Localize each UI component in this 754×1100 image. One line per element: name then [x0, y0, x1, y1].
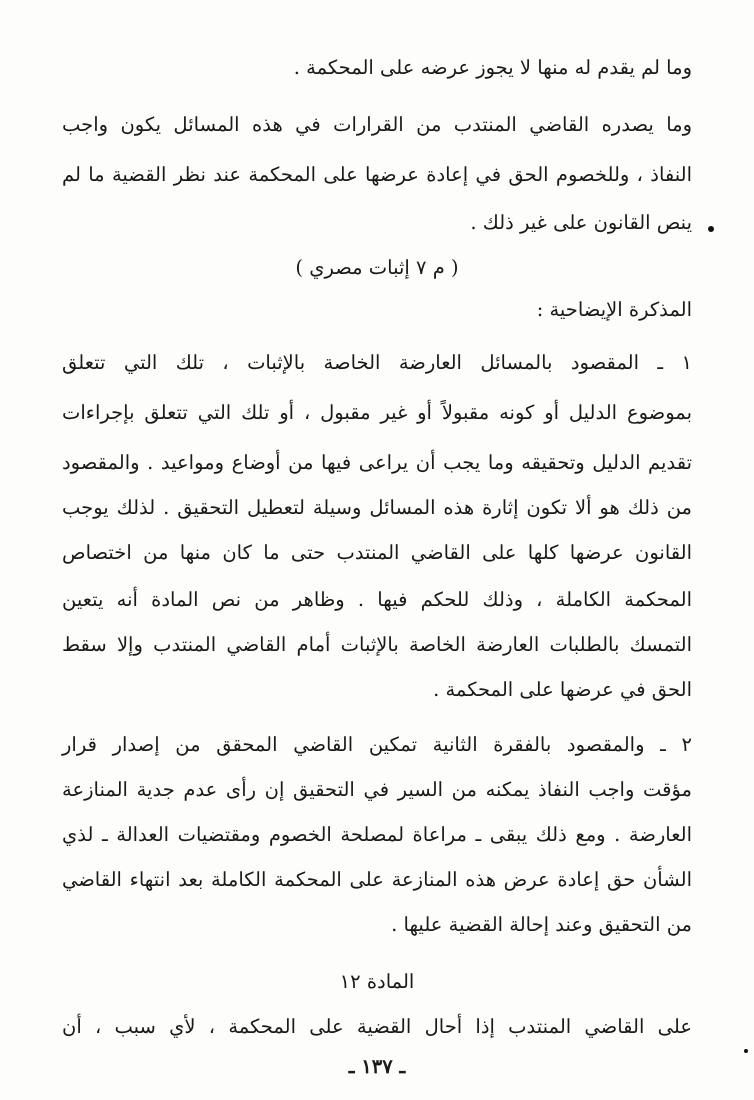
memo-heading: المذكرة الإيضاحية :	[536, 298, 692, 321]
legal-reference: ( م ٧ إثبات مصري )	[295, 256, 459, 279]
point-one-line-2: بموضوع الدليل أو كونه مقبولاً أو غير مقبول ، أو تلك التي تتعلق بإجراءات	[62, 401, 692, 424]
margin-mark	[744, 1049, 748, 1053]
point-one-line-8: الحق في عرضها على المحكمة .	[433, 678, 692, 701]
point-one-line-3: تقديم الدليل وتحقيقه وما يجب أن يراعى فيها من أوضاع ومواعيد . والمقصود	[62, 451, 692, 474]
point-one-line-7: التمسك بالطلبات العارضة الخاصة بالإثبات أمام القاضي المنتدب وإلا سقط	[62, 633, 692, 656]
paragraph-intro-line-1: وما لم يقدم له منها لا يجوز عرضه على المحكمة .	[293, 56, 692, 79]
paragraph-decisions-line-3: ينص القانون على غير ذلك .	[470, 211, 692, 234]
article-heading: المادة ١٢	[339, 970, 415, 993]
point-one-line-4: من ذلك هو ألا تكون إثارة هذه المسائل وسيلة لتعطيل التحقيق . لذلك يوجب	[62, 496, 692, 519]
point-two-line-4: الشأن حق إعادة عرض هذه المنازعة على المحكمة الكاملة بعد انتهاء القاضي	[62, 868, 692, 891]
point-one-line-6: المحكمة الكاملة ، وذلك للحكم فيها . وظاهر من نص المادة أنه يتعين	[62, 588, 692, 611]
point-two-line-2: مؤقت واجب النفاذ يمكنه من السير في التحقيق إن رأى عدم جدية المنازعة	[62, 778, 692, 801]
point-two-line-5: من التحقيق وعند إحالة القضية عليها .	[391, 913, 692, 936]
margin-mark	[708, 226, 714, 232]
point-one-line-1: ١ ـ المقصود بالمسائل العارضة الخاصة بالإثبات ، تلك التي تتعلق	[62, 351, 692, 374]
paragraph-decisions-line-1: وما يصدره القاضي المنتدب من القرارات في هذه المسائل يكون واجب	[62, 113, 692, 136]
paragraph-decisions-line-2: النفاذ ، وللخصوم الحق في إعادة عرضها على المحكمة عند نظر القضية ما لم	[62, 163, 692, 186]
point-two-line-1: ٢ ـ والمقصود بالفقرة الثانية تمكين القاضي المحقق من إصدار قرار	[62, 733, 692, 756]
page-number: ـ ١٣٧ ـ	[348, 1055, 406, 1078]
point-two-line-3: العارضة . ومع ذلك يبقى ـ مراعاة لمصلحة الخصوم ومقتضيات العدالة ـ لذي	[62, 823, 692, 846]
article-text-line-1: على القاضي المنتدب إذا أحال القضية على المحكمة ، لأي سبب ، أن	[62, 1015, 692, 1038]
point-one-line-5: القانون عرضها كلها على القاضي المنتدب حتى ما كان منها من اختصاص	[62, 541, 692, 564]
